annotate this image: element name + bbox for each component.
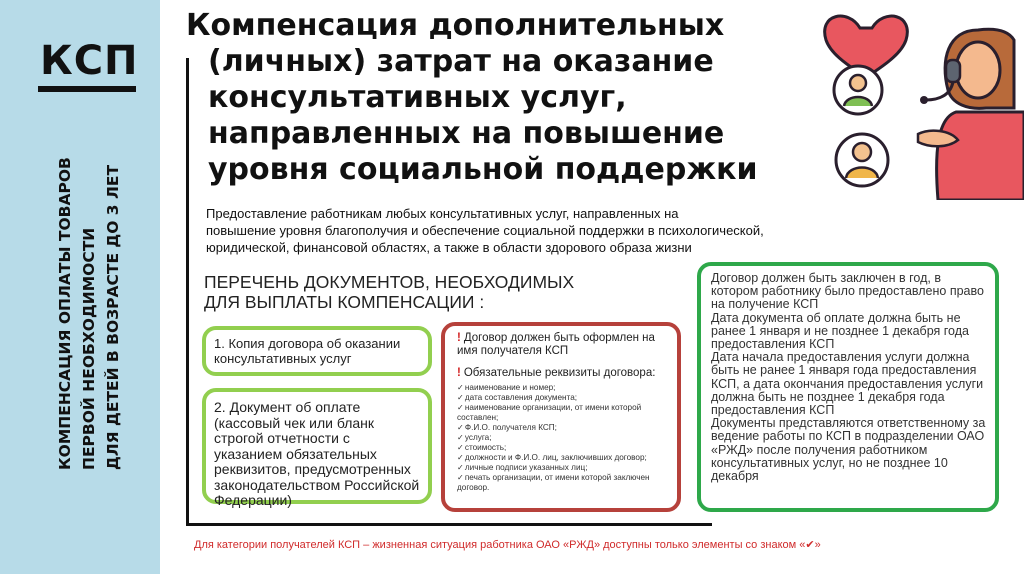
condition-4: Документы представляются ответственному за ведение работы по КСП в подразделении ОАО «РЖД» после получения работником консультативных услуг, но не позднее 10 декабря [711,416,986,484]
title-line-3: консультативных услуг, [208,80,627,115]
list-item-text: стоимость; [464,443,507,452]
condition-1: Договор должен быть заключен в год, в котором работнику было предоставлено право на получение КСП [711,271,984,312]
ksp-underline [38,86,136,92]
footer-note: Для категории получателей КСП – жизненная ситуация работника ОАО «РЖД» доступны только элементы со знаком «✔» [194,539,821,551]
requirements-head [457,332,667,358]
list-item-text: Ф.И.О. получателя КСП; [464,423,557,432]
headset-operator-icon [918,29,1024,200]
contract-requirements-box [441,322,681,512]
intro-line-2: повышение уровня благополучия и обеспечение социальной поддержки в психологической, [206,223,764,238]
list-item [457,453,667,463]
list-item [457,443,667,453]
list-item-text: должности и Ф.И.О. лиц, заключивших договор; [464,453,647,462]
page-title [186,8,786,188]
check-icon: ✓ [457,423,464,432]
condition-2: Дата документа об оплате должна быть не ранее 1 января и не позднее 1 декабря года предоставления КСП [711,310,969,352]
list-item [457,473,667,493]
frame-left-line [186,58,189,526]
sidebar-line-2: ПЕРВОЙ НЕОБХОДИМОСТИ [80,227,98,470]
intro-line-1: Предоставление работникам любых консультативных услуг, направленных на [206,206,679,221]
documents-title-line-2: ДЛЯ ВЫПЛАТЫ КОМПЕНСАЦИИ : [204,292,485,312]
document-item-1-text: 1. Копия договора об оказании консультативных услуг [214,336,401,366]
list-item-text: услуга; [464,433,492,442]
documents-list-title [204,272,624,312]
sidebar-line-1: КОМПЕНСАЦИЯ ОПЛАТЫ ТОВАРОВ [56,157,74,470]
requirements-head-text: Договор должен быть оформлен на имя получателя КСП [457,332,655,357]
sidebar-line-3: ДЛЯ ДЕТЕЙ В ВОЗРАСТЕ ДО 3 ЛЕТ [104,164,122,470]
list-item-text: дата составления документа; [464,393,578,402]
requirements-title [457,367,667,380]
list-item [457,463,667,473]
intro-text [206,205,806,256]
list-item [457,403,667,423]
warning-mark: ! [457,332,461,344]
ksp-badge: КСП [40,38,139,84]
check-icon: ✓ [457,403,464,412]
frame-bottom-line [186,523,712,526]
title-line-4: направленных на повышение [208,116,725,151]
sidebar-vertical-title [38,100,138,472]
title-line-5: уровня социальной поддержки [208,152,758,187]
list-item-text: печать организации, от имени которой заключен договор. [457,473,650,492]
consultant-illustration [818,0,1024,200]
conditions-box [697,262,999,512]
check-icon: ✓ [457,433,464,442]
document-item-payment [202,388,432,508]
list-item [457,433,667,443]
check-icon: ✓ [457,463,464,472]
list-item [457,383,667,393]
list-item-text: наименование организации, от имени которой составлен; [457,403,642,422]
check-icon: ✓ [457,443,464,452]
document-item-2-text: 2. Документ об оплате (кассовый чек или бланк строгой отчетности с указанием обязательных реквизитов, предусмотренных законодательством Российской Федерации) [214,399,420,508]
check-icon: ✓ [457,473,464,482]
list-item-text: наименование и номер; [464,383,556,392]
check-icon: ✓ [457,393,464,402]
check-icon: ✓ [457,383,464,392]
check-icon: ✓ [457,453,464,462]
requirements-list [457,383,667,493]
condition-3: Дата начала предоставления услуги должна быть не ранее 1 января года предоставления КСП, а дата окончания предоставления услуги должна быть не позднее 1 декабря года предоставления КСП [711,350,984,418]
list-item [457,423,667,433]
document-item-contract [202,326,432,376]
title-line-1: Компенсация дополнительных [186,8,725,43]
documents-title-line-1: ПЕРЕЧЕНЬ ДОКУМЕНТОВ, НЕОБХОДИМЫХ [204,272,575,292]
intro-line-3: юридической, финансовой областях, а также в области здорового образа жизни [206,240,692,255]
user-avatar-icon [836,134,888,186]
list-item-text: личные подписи указанных лиц; [464,463,588,472]
title-line-2: (личных) затрат на оказание [208,44,714,79]
user-avatar-icon [834,66,882,114]
requirements-title-text: Обязательные реквизиты договора: [463,367,656,379]
warning-mark: ! [457,367,461,379]
list-item [457,393,667,403]
